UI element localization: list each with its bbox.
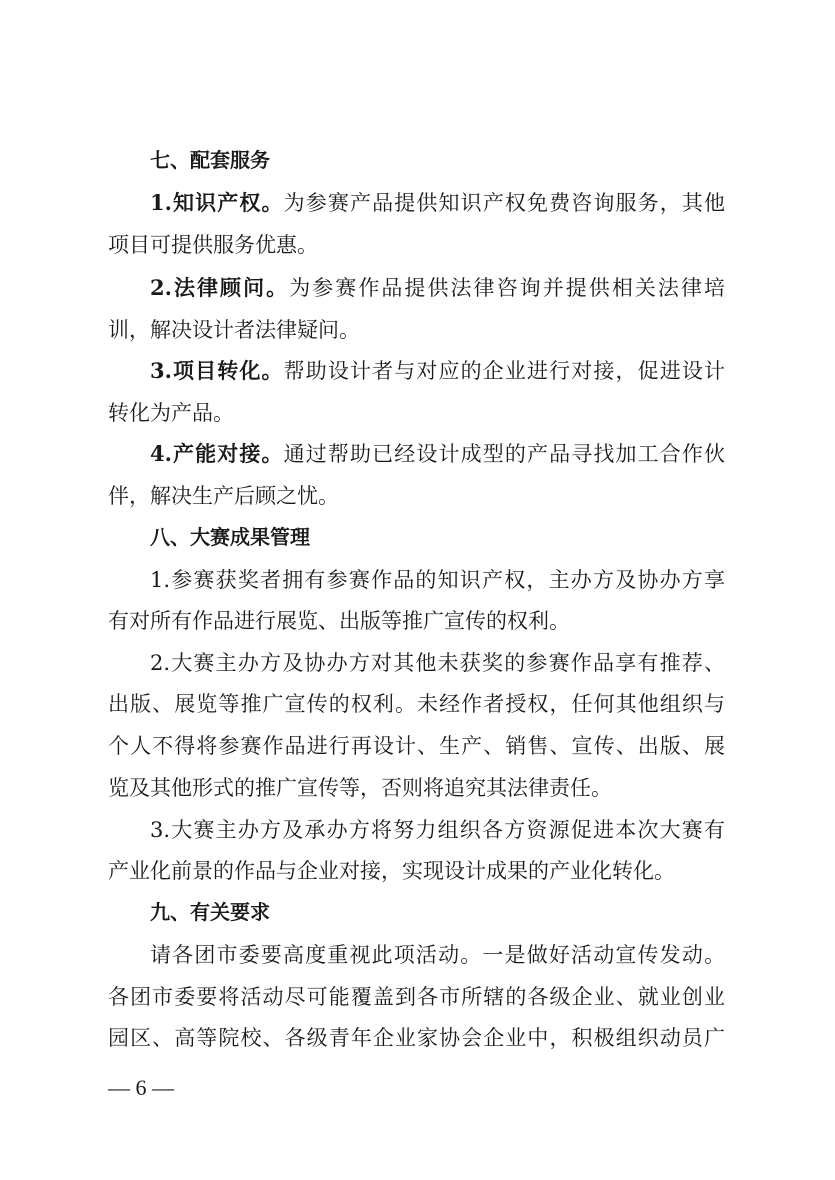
item-2-text: 为参赛作品提供法律咨询并提供相关法律培 bbox=[289, 276, 725, 300]
item-1-line-1 bbox=[150, 183, 725, 223]
section-9-heading: 九、有关要求 bbox=[150, 900, 270, 924]
section-8-p1-line-2: 有对所有作品进行展览、出版等推广宣传的权利。 bbox=[108, 609, 570, 633]
item-2-line-1 bbox=[150, 268, 725, 308]
section-8-p1-line-1: 1.参赛获奖者拥有参赛作品的知识产权，主办方及协办方享 bbox=[150, 568, 725, 592]
section-8-heading: 八、大赛成果管理 bbox=[150, 525, 310, 549]
section-8-p3-line-1: 3.大赛主办方及承办方将努力组织各方资源促进本次大赛有 bbox=[150, 818, 725, 842]
item-3-text: 帮助设计者与对应的企业进行对接，促进设计 bbox=[283, 359, 725, 383]
item-4-text: 通过帮助已经设计成型的产品寻找加工合作伙 bbox=[283, 442, 725, 466]
item-4-line-2: 伴，解决生产后顾之忧。 bbox=[108, 484, 339, 508]
section-8-p2-line-3: 个人不得将参赛作品进行再设计、生产、销售、宣传、出版、展 bbox=[108, 734, 725, 758]
section-9-p1-line-1: 请各团市委要高度重视此项活动。一是做好活动宣传发动。 bbox=[150, 943, 725, 967]
item-1-line-2: 项目可提供服务优惠。 bbox=[108, 233, 318, 257]
section-9-p1-line-3: 园区、高等院校、各级青年企业家协会企业中，积极组织动员广 bbox=[108, 1026, 725, 1050]
item-2-line-2: 训，解决设计者法律疑问。 bbox=[108, 318, 360, 342]
item-3-lead: 3.项目转化。 bbox=[150, 358, 284, 383]
item-4-line-1 bbox=[150, 434, 725, 474]
item-2-lead: 2.法律顾问。 bbox=[150, 275, 290, 300]
item-1-text: 为参赛产品提供知识产权免费咨询服务，其他 bbox=[283, 191, 725, 215]
section-9-p1-line-2: 各团市委要将活动尽可能覆盖到各市所辖的各级企业、就业创业 bbox=[108, 985, 725, 1009]
item-1-lead: 1.知识产权。 bbox=[150, 190, 284, 215]
section-8-p2-line-1: 2.大赛主办方及协办方对其他未获奖的参赛作品享有推荐、 bbox=[150, 651, 725, 675]
page-number: — 6 — bbox=[108, 1075, 174, 1100]
section-8-p3-line-2: 产业化前景的作品与企业对接，实现设计成果的产业化转化。 bbox=[108, 859, 675, 883]
item-4-lead: 4.产能对接。 bbox=[150, 441, 284, 466]
item-3-line-2: 转化为产品。 bbox=[108, 401, 234, 425]
item-3-line-1 bbox=[150, 351, 725, 391]
section-7-heading: 七、配套服务 bbox=[150, 148, 270, 172]
section-8-p2-line-4: 览及其他形式的推广宣传等，否则将追究其法律责任。 bbox=[108, 776, 612, 800]
section-8-p2-line-2: 出版、展览等推广宣传的权利。未经作者授权，任何其他组织与 bbox=[108, 692, 725, 716]
